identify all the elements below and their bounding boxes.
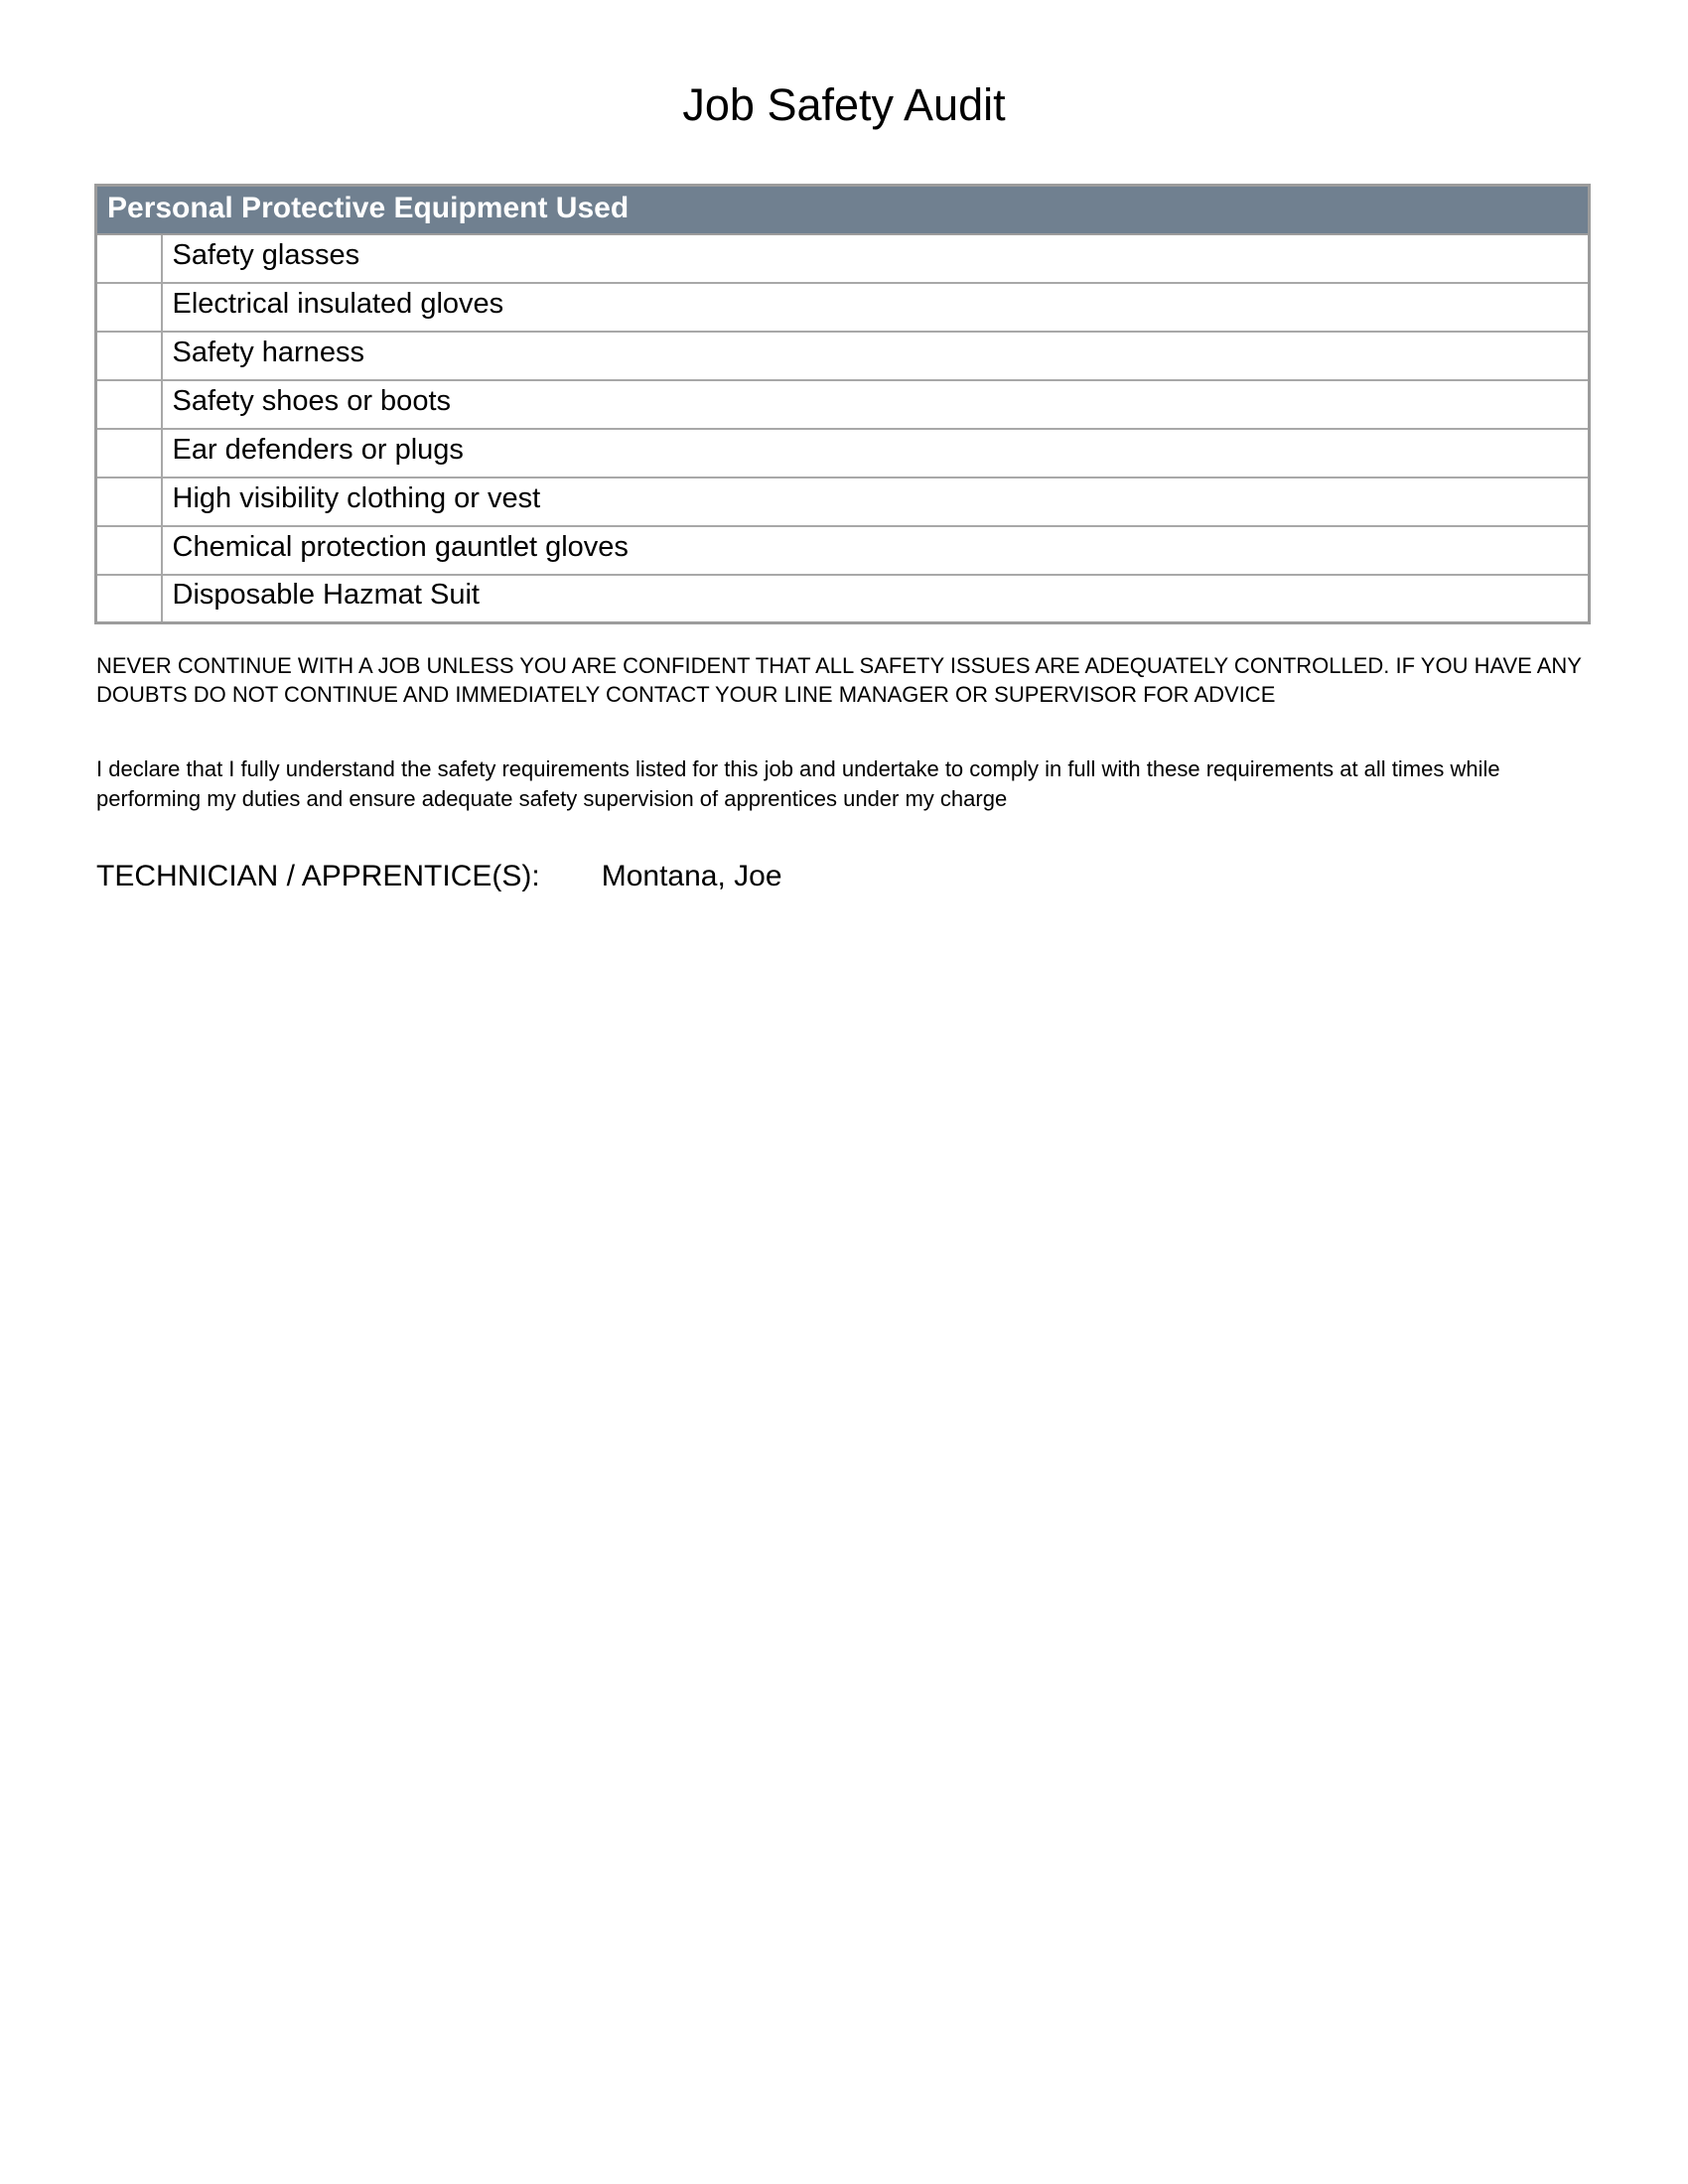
ppe-item-label: Ear defenders or plugs bbox=[162, 429, 1590, 478]
table-row bbox=[96, 526, 1590, 575]
table-row bbox=[96, 575, 1590, 623]
ppe-item-label: Safety harness bbox=[162, 332, 1590, 380]
checkbox-cell bbox=[96, 575, 162, 623]
checkbox-cell bbox=[96, 332, 162, 380]
ppe-item-label: High visibility clothing or vest bbox=[162, 478, 1590, 526]
checkbox-cell bbox=[96, 526, 162, 575]
table-row bbox=[96, 380, 1590, 429]
table-row bbox=[96, 234, 1590, 283]
checkbox-cell bbox=[96, 478, 162, 526]
page-title: Job Safety Audit bbox=[682, 79, 1006, 130]
ppe-table-header: Personal Protective Equipment Used bbox=[96, 186, 1590, 234]
declaration-text: I declare that I fully understand the safety requirements listed for this job and undertake to comply in full with these requirements at all times while performing my duties and ensure adequate safety supervision of apprentices under my charge bbox=[96, 756, 1500, 811]
table-row bbox=[96, 429, 1590, 478]
checkbox-cell bbox=[96, 234, 162, 283]
technician-row bbox=[96, 860, 782, 893]
table-row bbox=[96, 283, 1590, 332]
table-row bbox=[96, 332, 1590, 380]
table-row bbox=[96, 478, 1590, 526]
checkbox-cell bbox=[96, 429, 162, 478]
technician-label: TECHNICIAN / APPRENTICE(S): bbox=[96, 860, 540, 892]
ppe-item-label: Safety shoes or boots bbox=[162, 380, 1590, 429]
ppe-table bbox=[94, 184, 1591, 624]
ppe-item-label: Chemical protection gauntlet gloves bbox=[162, 526, 1590, 575]
technician-name: Montana, Joe bbox=[601, 860, 782, 892]
ppe-item-label: Disposable Hazmat Suit bbox=[162, 575, 1590, 623]
ppe-item-label: Electrical insulated gloves bbox=[162, 283, 1590, 332]
ppe-item-label: Safety glasses bbox=[162, 234, 1590, 283]
checkbox-cell bbox=[96, 380, 162, 429]
ppe-table-header-row bbox=[96, 186, 1590, 234]
checkbox-cell bbox=[96, 283, 162, 332]
warning-text: NEVER CONTINUE WITH A JOB UNLESS YOU ARE CONFIDENT THAT ALL SAFETY ISSUES ARE ADEQUATELY CONTROLLED. IF YOU HAVE ANY DOUBTS DO NOT CONTINUE AND IMMEDIATELY CONTACT YOUR LINE MANAGER OR SUPERVISOR FOR ADVICE bbox=[96, 653, 1582, 707]
